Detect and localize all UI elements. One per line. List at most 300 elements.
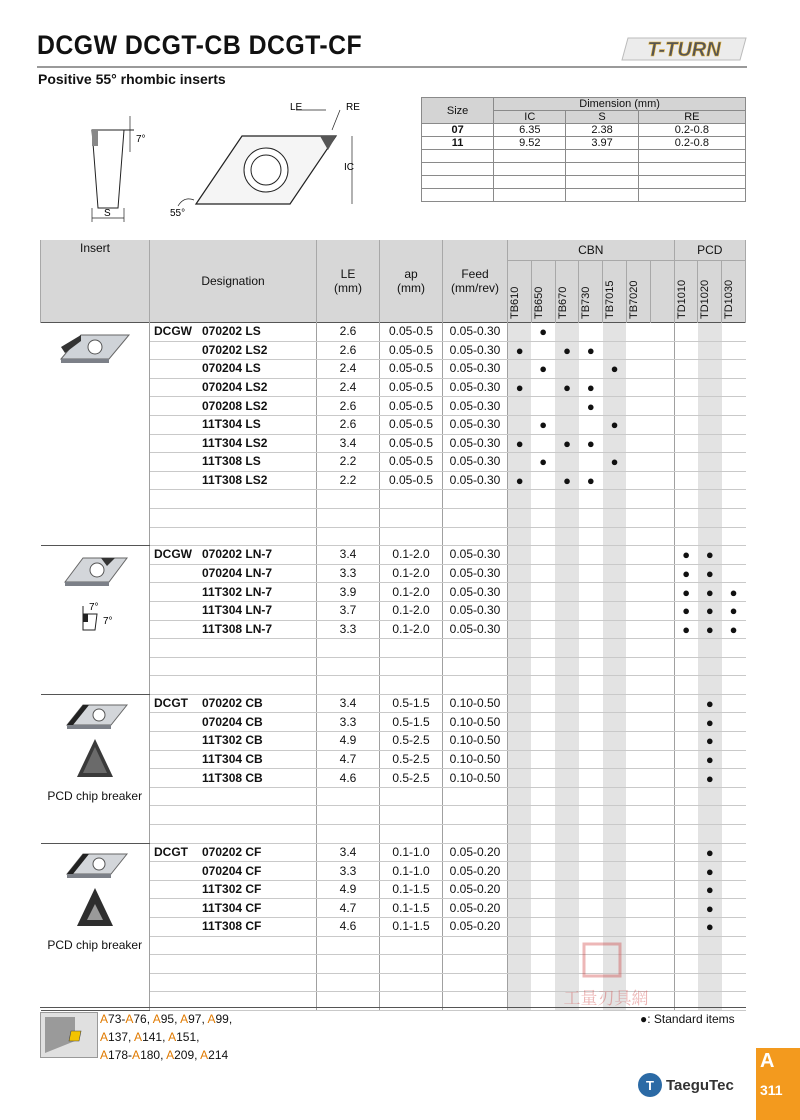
grade-cell: [579, 415, 603, 434]
designation-code: 070204 LS: [202, 361, 261, 376]
feed-cell: 0.05-0.30: [443, 360, 508, 379]
grade-cell: [650, 899, 674, 918]
grade-cell: [722, 880, 746, 899]
grade-cell: [579, 546, 603, 565]
diagram-le-label: LE: [290, 102, 303, 113]
grade-header: [508, 261, 532, 323]
grade-cell: [579, 806, 603, 825]
grade-cell: [674, 955, 698, 974]
grade-cell: [650, 732, 674, 751]
grade-cell: [722, 564, 746, 583]
le-cell: 2.6: [317, 341, 380, 360]
grade-cell: [508, 546, 532, 565]
insert-header: Insert: [41, 240, 150, 323]
designation-prefix: DCGT: [154, 844, 188, 859]
ref-page[interactable]: 178-: [108, 1048, 133, 1062]
ref-prefix[interactable]: A: [100, 1048, 109, 1062]
grade-cell: ●: [698, 880, 722, 899]
designation-cell: [150, 601, 317, 620]
designation-code: 070202 CB: [202, 696, 263, 711]
feed-cell: 0.05-0.30: [443, 434, 508, 453]
grade-cell: [603, 769, 627, 788]
diagram-angle-label: 7°: [136, 134, 146, 145]
grade-cell: [531, 713, 555, 732]
grade-cell: [626, 471, 650, 490]
le-cell: [317, 806, 380, 825]
grade-cell: [650, 713, 674, 732]
grade-cell: [698, 508, 722, 527]
designation-cell: [150, 750, 317, 769]
grade-cell: ●: [603, 453, 627, 472]
grade-cell: [531, 564, 555, 583]
grade-cell: ●: [698, 694, 722, 713]
grade-cell: ●: [579, 434, 603, 453]
ap-cell: 0.05-0.5: [380, 360, 443, 379]
ref-prefix[interactable]: A: [100, 1012, 109, 1026]
grade-cell: [555, 769, 579, 788]
grade-cell: [722, 415, 746, 434]
grade-cell: ●: [674, 546, 698, 565]
ap-cell: [380, 787, 443, 806]
designation-code: 070204 LN-7: [202, 566, 273, 581]
feed-cell: 0.05-0.20: [443, 918, 508, 937]
dim-s-cell: 3.97: [566, 137, 638, 150]
grade-cell: [722, 843, 746, 862]
designation-code: 11T308 CF: [202, 919, 262, 934]
grade-cell: ●: [698, 564, 722, 583]
grade-cell: [650, 508, 674, 527]
ref-page[interactable]: 73-: [108, 1012, 126, 1026]
grade-cell: [626, 825, 650, 844]
grade-label: TB670: [556, 286, 569, 319]
grade-cell: ●: [603, 415, 627, 434]
grade-cell: [555, 583, 579, 602]
grade-cell: [579, 360, 603, 379]
grade-cell: [603, 378, 627, 397]
grade-cell: [650, 843, 674, 862]
grade-cell: [508, 806, 532, 825]
grade-cell: [508, 601, 532, 620]
le-cell: 4.9: [317, 880, 380, 899]
grade-cell: [674, 880, 698, 899]
grade-cell: [555, 508, 579, 527]
le-cell: 3.4: [317, 843, 380, 862]
dim-empty-cell: [494, 189, 566, 202]
grade-cell: [508, 415, 532, 434]
grade-cell: [674, 918, 698, 937]
grade-cell: [531, 676, 555, 695]
grade-cell: [555, 601, 579, 620]
designation-cell: [150, 341, 317, 360]
le-cell: [317, 527, 380, 546]
grade-cell: [555, 713, 579, 732]
grade-cell: [674, 657, 698, 676]
le-cell: 3.3: [317, 620, 380, 639]
feed-cell: 0.05-0.20: [443, 843, 508, 862]
title-rule: [37, 66, 747, 68]
designation-cell: [150, 471, 317, 490]
grade-cell: [531, 583, 555, 602]
ap-cell: 0.05-0.5: [380, 397, 443, 416]
chip-breaker-label: PCD chip breaker: [47, 788, 143, 803]
designation-cell: [150, 676, 317, 695]
designation-cell: [150, 732, 317, 751]
grade-cell: [508, 490, 532, 509]
grade-cell: [603, 583, 627, 602]
watermark-text: 工量刃具網: [563, 989, 649, 1008]
grade-cell: ●: [603, 360, 627, 379]
grade-cell: [531, 880, 555, 899]
grade-cell: [555, 694, 579, 713]
grade-cell: [531, 639, 555, 658]
product-table-wrapper: [40, 240, 746, 1008]
designation-cell: [150, 787, 317, 806]
grade-cell: [626, 676, 650, 695]
ref-page[interactable]: 97,: [188, 1012, 208, 1026]
le-cell: [317, 639, 380, 658]
grade-cell: [603, 713, 627, 732]
le-cell: [317, 955, 380, 974]
ref-prefix[interactable]: A: [100, 1030, 109, 1044]
grade-cell: [650, 341, 674, 360]
grade-cell: [603, 527, 627, 546]
grade-cell: [722, 471, 746, 490]
dim-subheader: IC: [494, 111, 566, 124]
le-cell: [317, 657, 380, 676]
dim-empty-cell: [494, 176, 566, 189]
grade-cell: [674, 750, 698, 769]
grade-cell: [722, 713, 746, 732]
grade-cell: [555, 639, 579, 658]
feed-cell: [443, 973, 508, 992]
grade-cell: [626, 713, 650, 732]
section-tab: [756, 1048, 800, 1120]
grade-cell: [722, 676, 746, 695]
dim-empty-row: [422, 163, 746, 176]
designation-code: 11T304 LN-7: [202, 603, 273, 618]
grade-cell: [508, 732, 532, 751]
ap-cell: [380, 508, 443, 527]
ref-prefix[interactable]: A: [168, 1030, 177, 1044]
grade-cell: [579, 862, 603, 881]
ref-prefix[interactable]: A: [180, 1012, 189, 1026]
ap-cell: 0.1-2.0: [380, 601, 443, 620]
designation-cell: [150, 415, 317, 434]
le-cell: 3.7: [317, 601, 380, 620]
le-cell: [317, 508, 380, 527]
designation-cell: [150, 862, 317, 881]
feed-cell: 0.10-0.50: [443, 750, 508, 769]
grade-cell: [626, 490, 650, 509]
grade-cell: [722, 639, 746, 658]
feed-cell: 0.05-0.30: [443, 453, 508, 472]
grade-cell: [650, 825, 674, 844]
grade-cell: [674, 825, 698, 844]
dim-s-cell: 2.38: [566, 124, 638, 137]
grade-cell: [674, 676, 698, 695]
ref-page[interactable]: 141,: [142, 1030, 169, 1044]
dim-re-cell: 0.2-0.8: [638, 137, 745, 150]
grade-cell: [650, 434, 674, 453]
grade-header: [650, 261, 674, 323]
grade-cell: [531, 601, 555, 620]
ap-cell: 0.05-0.5: [380, 341, 443, 360]
ref-page[interactable]: 214: [208, 1048, 229, 1062]
designation-cell: [150, 583, 317, 602]
product-row: [41, 694, 746, 713]
svg-text:7°: 7°: [102, 616, 113, 628]
le-cell: 2.4: [317, 378, 380, 397]
feed-cell: 0.05-0.20: [443, 880, 508, 899]
designation-code: 11T308 CB: [202, 770, 263, 785]
dim-empty-cell: [638, 176, 745, 189]
grade-cell: [626, 378, 650, 397]
le-cell: [317, 787, 380, 806]
designation-cell: [150, 546, 317, 565]
grade-cell: [603, 639, 627, 658]
feed-cell: 0.05-0.20: [443, 862, 508, 881]
feed-cell: 0.05-0.30: [443, 323, 508, 342]
grade-cell: ●: [698, 601, 722, 620]
grade-cell: [722, 918, 746, 937]
grade-cell: [603, 546, 627, 565]
le-cell: 2.4: [317, 360, 380, 379]
designation-code: 070204 CB: [202, 714, 263, 729]
ref-page[interactable]: 151,: [176, 1030, 200, 1044]
designation-cell: [150, 769, 317, 788]
grade-cell: ●: [555, 378, 579, 397]
dim-empty-cell: [566, 189, 638, 202]
ap-cell: 0.05-0.5: [380, 378, 443, 397]
ap-cell: [380, 657, 443, 676]
designation-cell: [150, 880, 317, 899]
designation-cell: [150, 453, 317, 472]
grade-cell: ●: [722, 620, 746, 639]
grade-cell: [531, 787, 555, 806]
feed-cell: 0.05-0.30: [443, 546, 508, 565]
grade-cell: [555, 360, 579, 379]
ref-prefix[interactable]: A: [207, 1012, 216, 1026]
designation-code: 070202 LN-7: [202, 547, 273, 562]
grade-cell: ●: [531, 453, 555, 472]
grade-cell: [626, 397, 650, 416]
insert-illustration: [41, 546, 150, 645]
dim-empty-cell: [566, 150, 638, 163]
grade-header: [579, 261, 603, 323]
grade-cell: ●: [698, 843, 722, 862]
le-cell: 3.9: [317, 583, 380, 602]
le-cell: 3.4: [317, 694, 380, 713]
grade-cell: [650, 880, 674, 899]
grade-cell: [508, 360, 532, 379]
grade-cell: [650, 750, 674, 769]
grade-cell: [603, 676, 627, 695]
designation-cell: [150, 955, 317, 974]
grade-cell: [579, 620, 603, 639]
feed-cell: 0.05-0.30: [443, 564, 508, 583]
ap-cell: 0.1-1.0: [380, 862, 443, 881]
grade-cell: [698, 973, 722, 992]
grade-cell: [626, 732, 650, 751]
grade-cell: [508, 397, 532, 416]
grade-cell: [650, 397, 674, 416]
designation-code: 11T302 CB: [202, 733, 263, 748]
grade-cell: [508, 508, 532, 527]
designation-cell: [150, 323, 317, 342]
designation-code: 11T302 CF: [202, 882, 262, 897]
diagram-55-label: 55°: [170, 208, 186, 219]
ap-cell: [380, 806, 443, 825]
grade-cell: [508, 936, 532, 955]
ref-prefix[interactable]: A: [132, 1048, 141, 1062]
grade-cell: [603, 732, 627, 751]
grade-cell: [603, 601, 627, 620]
grade-cell: [555, 415, 579, 434]
grade-cell: [603, 490, 627, 509]
grade-cell: [603, 862, 627, 881]
ref-page[interactable]: 76,: [133, 1012, 153, 1026]
le-cell: 2.2: [317, 453, 380, 472]
le-cell: 4.6: [317, 769, 380, 788]
grade-label: TB7020: [627, 280, 640, 319]
grade-cell: ●: [531, 360, 555, 379]
grade-cell: [531, 843, 555, 862]
grade-cell: [722, 955, 746, 974]
grade-cell: [674, 527, 698, 546]
ap-cell: 0.1-1.5: [380, 899, 443, 918]
ref-prefix[interactable]: A: [200, 1048, 209, 1062]
grade-cell: [626, 918, 650, 937]
grade-cell: [603, 750, 627, 769]
feed-cell: 0.05-0.20: [443, 899, 508, 918]
grade-cell: [603, 787, 627, 806]
grade-cell: [722, 527, 746, 546]
grade-header: [603, 261, 627, 323]
grade-cell: [674, 397, 698, 416]
side-edge: [92, 130, 98, 146]
grade-cell: [698, 415, 722, 434]
diagram-re-label: RE: [346, 102, 360, 113]
le-cell: 2.6: [317, 397, 380, 416]
grade-cell: [531, 620, 555, 639]
designation-cell: [150, 620, 317, 639]
grade-cell: ●: [698, 862, 722, 881]
grade-cell: [508, 918, 532, 937]
grade-cell: [579, 453, 603, 472]
ref-prefix[interactable]: A: [134, 1030, 143, 1044]
grade-cell: ●: [531, 415, 555, 434]
grade-cell: [626, 453, 650, 472]
ref-prefix[interactable]: A: [125, 1012, 134, 1026]
grade-cell: [555, 397, 579, 416]
designation-cell: [150, 639, 317, 658]
feed-cell: 0.10-0.50: [443, 694, 508, 713]
grade-cell: ●: [698, 620, 722, 639]
grade-label: TD1010: [675, 279, 688, 319]
ref-page[interactable]: 180,: [140, 1048, 167, 1062]
insert-image-cell: [41, 694, 150, 843]
ref-page[interactable]: 95,: [160, 1012, 181, 1026]
feed-cell: [443, 936, 508, 955]
le-cell: 3.3: [317, 862, 380, 881]
dim-empty-cell: [422, 150, 494, 163]
grade-cell: [555, 453, 579, 472]
grade-header: [674, 261, 698, 323]
grade-cell: ●: [555, 341, 579, 360]
grade-cell: [650, 676, 674, 695]
grade-cell: ●: [579, 341, 603, 360]
insert-image-cell: [41, 843, 150, 1010]
designation-code: 070208 LS2: [202, 398, 268, 413]
grade-cell: [603, 843, 627, 862]
designation-code: 070204 CF: [202, 863, 262, 878]
grade-cell: [508, 323, 532, 342]
grade-cell: [531, 769, 555, 788]
grade-cell: [722, 899, 746, 918]
designation-code: 070202 LS2: [202, 342, 268, 357]
grade-cell: [626, 527, 650, 546]
page-subtitle: Positive 55° rhombic inserts: [38, 71, 226, 87]
grade-cell: [674, 862, 698, 881]
grade-header: [722, 261, 746, 323]
designation-cell: [150, 490, 317, 509]
grade-cell: [698, 825, 722, 844]
grade-cell: [698, 397, 722, 416]
ap-cell: 0.5-2.5: [380, 769, 443, 788]
grade-cell: [579, 750, 603, 769]
ref-page[interactable]: 209,: [174, 1048, 201, 1062]
grade-cell: [555, 843, 579, 862]
le-cell: 3.3: [317, 713, 380, 732]
grade-cell: [508, 862, 532, 881]
grade-cell: [674, 973, 698, 992]
grade-cell: [555, 657, 579, 676]
grade-cell: [626, 657, 650, 676]
grade-cell: [555, 323, 579, 342]
grade-cell: [674, 639, 698, 658]
designation-prefix: DCGT: [154, 696, 188, 711]
grade-cell: [508, 843, 532, 862]
grade-cell: [603, 323, 627, 342]
le-cell: 2.6: [317, 323, 380, 342]
grade-cell: [555, 750, 579, 769]
product-row: [41, 323, 746, 342]
grade-cell: [626, 323, 650, 342]
grade-cell: [650, 769, 674, 788]
grade-cell: ●: [674, 583, 698, 602]
designation-cell: [150, 973, 317, 992]
grade-cell: [603, 397, 627, 416]
grade-cell: [508, 657, 532, 676]
ap-cell: 0.1-1.0: [380, 843, 443, 862]
grade-cell: [555, 787, 579, 806]
feed-cell: 0.05-0.30: [443, 601, 508, 620]
grade-cell: [674, 936, 698, 955]
designation-code: 11T304 CF: [202, 900, 262, 915]
page-number: 311: [760, 1082, 783, 1098]
ref-prefix[interactable]: A: [152, 1012, 161, 1026]
ref-page[interactable]: 99,: [215, 1012, 233, 1026]
grade-cell: [508, 639, 532, 658]
dim-dimension-header: Dimension (mm): [494, 98, 746, 111]
grade-cell: [555, 676, 579, 695]
ref-prefix[interactable]: A: [166, 1048, 175, 1062]
grade-cell: [650, 546, 674, 565]
grade-cell: [508, 620, 532, 639]
grade-cell: [626, 583, 650, 602]
ref-page[interactable]: 137,: [108, 1030, 135, 1044]
dim-ic-cell: 9.52: [494, 137, 566, 150]
